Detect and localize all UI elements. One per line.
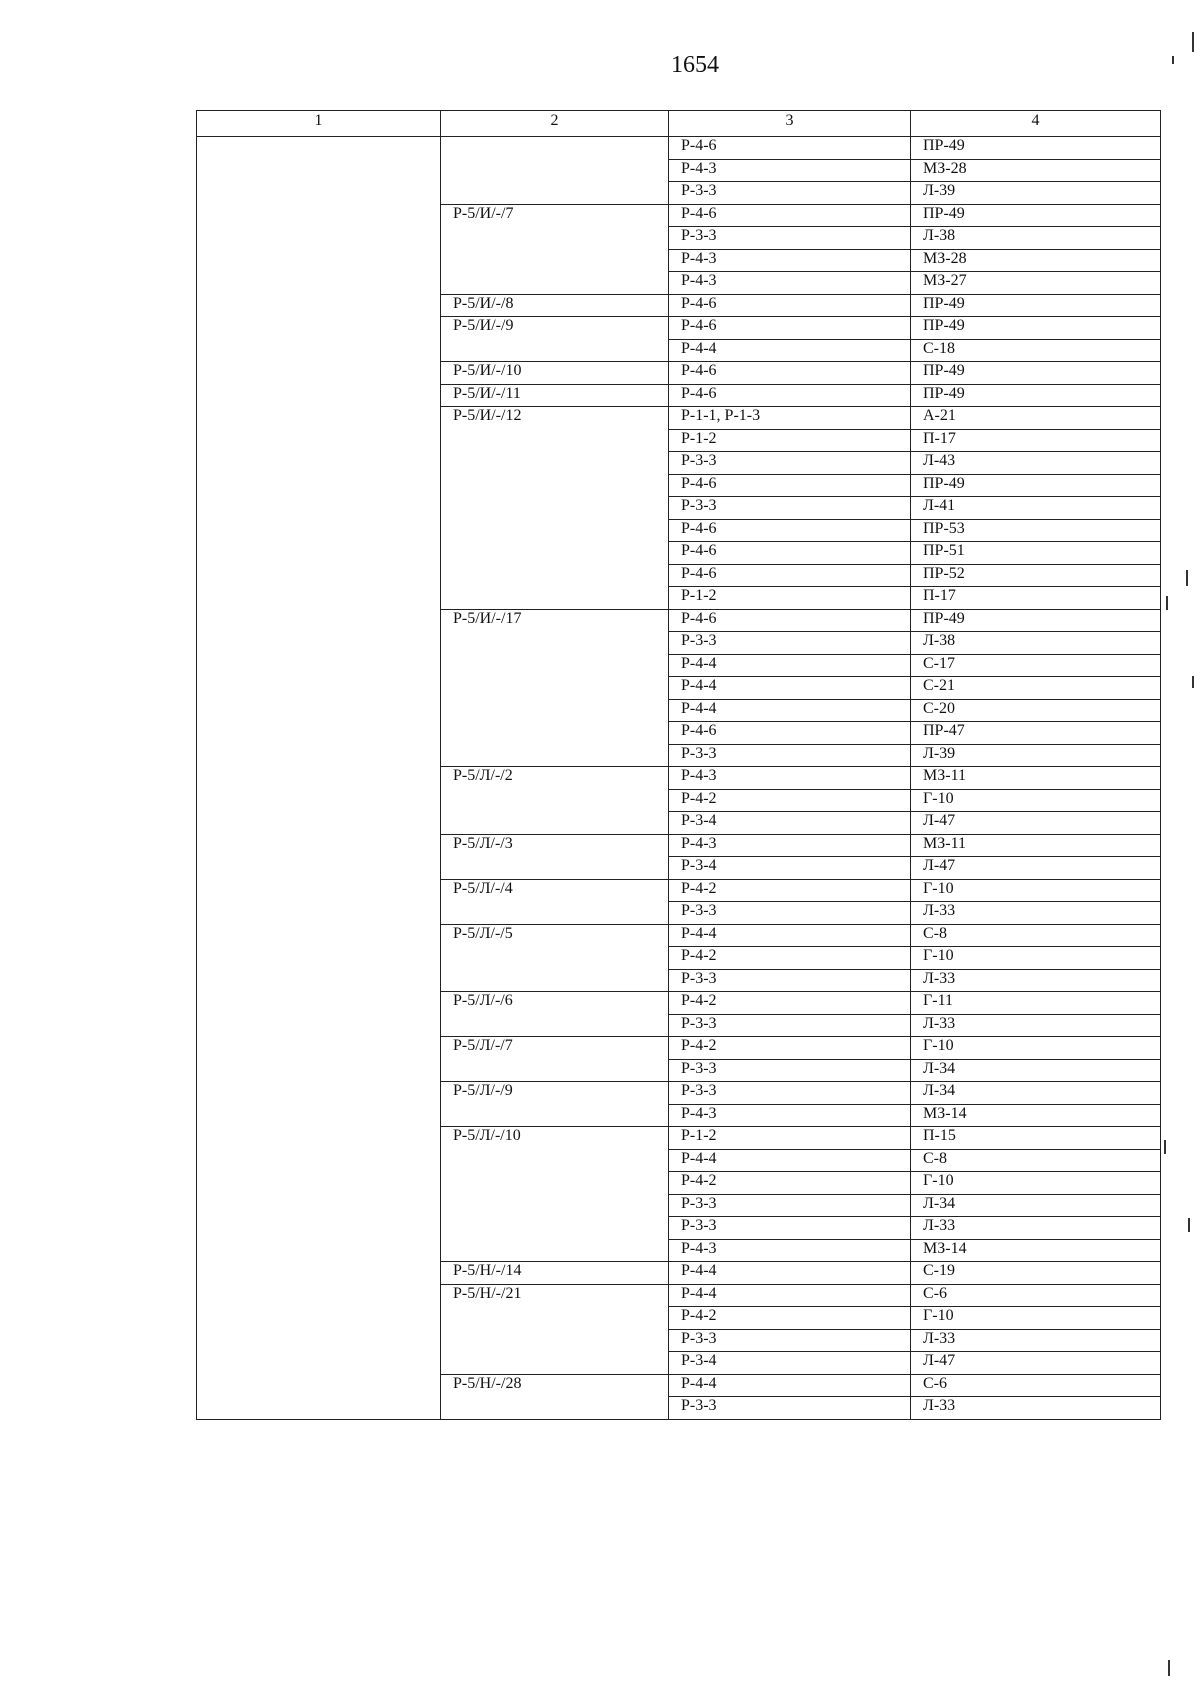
- target-code-cell: С-6: [911, 1284, 1161, 1307]
- target-code-cell: Г-10: [911, 947, 1161, 970]
- reference-code-cell: Р-4-3: [669, 159, 911, 182]
- reference-code-cell: Р-4-4: [669, 699, 911, 722]
- reference-code-cell: Р-3-3: [669, 632, 911, 655]
- reference-code-cell: Р-4-4: [669, 677, 911, 700]
- table-body: [197, 137, 1161, 1420]
- scan-mark: [1172, 56, 1174, 64]
- reference-code-cell: Р-3-3: [669, 969, 911, 992]
- target-code-cell: Г-10: [911, 1037, 1161, 1060]
- target-code-cell: МЗ-14: [911, 1104, 1161, 1127]
- table-row: [197, 137, 1161, 160]
- reference-code-cell: Р-4-3: [669, 249, 911, 272]
- reference-code-cell: Р-3-3: [669, 744, 911, 767]
- reference-code-cell: Р-1-2: [669, 429, 911, 452]
- section-code-cell: Р-5/И/-/17: [441, 609, 669, 767]
- reference-code-cell: Р-3-3: [669, 182, 911, 205]
- target-code-cell: С-6: [911, 1374, 1161, 1397]
- reference-code-cell: Р-3-4: [669, 812, 911, 835]
- reference-code-cell: Р-3-3: [669, 1014, 911, 1037]
- reference-code-cell: Р-4-6: [669, 384, 911, 407]
- reference-code-cell: Р-4-6: [669, 317, 911, 340]
- reference-code-cell: Р-3-3: [669, 1082, 911, 1105]
- target-code-cell: ПР-49: [911, 474, 1161, 497]
- reference-code-cell: Р-3-4: [669, 1352, 911, 1375]
- reference-code-cell: Р-4-3: [669, 272, 911, 295]
- target-code-cell: Л-33: [911, 1014, 1161, 1037]
- column-header-1: 1: [197, 111, 441, 137]
- reference-code-cell: Р-1-1, Р-1-3: [669, 407, 911, 430]
- reference-code-cell: Р-3-3: [669, 227, 911, 250]
- target-code-cell: С-20: [911, 699, 1161, 722]
- section-code-cell: Р-5/И/-/11: [441, 384, 669, 407]
- reference-code-cell: Р-4-3: [669, 1239, 911, 1262]
- reference-code-cell: Р-3-3: [669, 902, 911, 925]
- section-code-cell: Р-5/Л/-/7: [441, 1037, 669, 1082]
- section-code-cell: Р-5/Л/-/10: [441, 1127, 669, 1262]
- target-code-cell: Л-34: [911, 1194, 1161, 1217]
- section-code-cell: Р-5/И/-/7: [441, 204, 669, 294]
- target-code-cell: МЗ-11: [911, 767, 1161, 790]
- section-code-cell: Р-5/Л/-/9: [441, 1082, 669, 1127]
- table-header: [197, 111, 1161, 137]
- reference-code-cell: Р-4-4: [669, 1284, 911, 1307]
- target-code-cell: С-21: [911, 677, 1161, 700]
- section-code-cell: Р-5/Н/-/28: [441, 1374, 669, 1419]
- reference-code-cell: Р-4-3: [669, 1104, 911, 1127]
- target-code-cell: Л-33: [911, 1217, 1161, 1240]
- target-code-cell: Г-10: [911, 1172, 1161, 1195]
- target-code-cell: Л-47: [911, 1352, 1161, 1375]
- target-code-cell: ПР-49: [911, 317, 1161, 340]
- target-code-cell: Л-33: [911, 1329, 1161, 1352]
- target-code-cell: ПР-49: [911, 609, 1161, 632]
- reference-code-cell: Р-4-4: [669, 1374, 911, 1397]
- column-header-3: 3: [669, 111, 911, 137]
- reference-code-cell: Р-3-3: [669, 1397, 911, 1420]
- reference-code-cell: Р-3-3: [669, 1217, 911, 1240]
- reference-code-cell: Р-4-4: [669, 924, 911, 947]
- target-code-cell: Л-41: [911, 497, 1161, 520]
- header-row: [197, 111, 1161, 137]
- reference-code-cell: Р-4-2: [669, 879, 911, 902]
- target-code-cell: МЗ-28: [911, 159, 1161, 182]
- reference-code-cell: Р-4-2: [669, 789, 911, 812]
- reference-code-cell: Р-4-3: [669, 767, 911, 790]
- target-code-cell: А-21: [911, 407, 1161, 430]
- target-code-cell: Л-47: [911, 812, 1161, 835]
- reference-code-cell: Р-3-4: [669, 857, 911, 880]
- target-code-cell: Л-34: [911, 1059, 1161, 1082]
- scan-mark: [1192, 32, 1194, 52]
- target-code-cell: МЗ-28: [911, 249, 1161, 272]
- target-code-cell: ПР-47: [911, 722, 1161, 745]
- target-code-cell: Л-38: [911, 227, 1161, 250]
- target-code-cell: Г-11: [911, 992, 1161, 1015]
- target-code-cell: ПР-53: [911, 519, 1161, 542]
- target-code-cell: ПР-52: [911, 564, 1161, 587]
- scan-mark: [1166, 596, 1168, 610]
- target-code-cell: Г-10: [911, 789, 1161, 812]
- target-code-cell: ПР-49: [911, 204, 1161, 227]
- section-code-cell: Р-5/И/-/10: [441, 362, 669, 385]
- target-code-cell: П-15: [911, 1127, 1161, 1150]
- reference-code-cell: Р-4-2: [669, 1307, 911, 1330]
- target-code-cell: С-17: [911, 654, 1161, 677]
- target-code-cell: ПР-49: [911, 137, 1161, 160]
- target-code-cell: Л-38: [911, 632, 1161, 655]
- section-code-cell: Р-5/Л/-/5: [441, 924, 669, 992]
- reference-code-cell: Р-4-4: [669, 339, 911, 362]
- reference-code-cell: Р-4-6: [669, 609, 911, 632]
- target-code-cell: Л-34: [911, 1082, 1161, 1105]
- target-code-cell: ПР-49: [911, 294, 1161, 317]
- target-code-cell: Л-39: [911, 182, 1161, 205]
- reference-code-cell: Р-3-3: [669, 1329, 911, 1352]
- section-code-cell: Р-5/Н/-/21: [441, 1284, 669, 1374]
- section-code-cell: Р-5/Л/-/3: [441, 834, 669, 879]
- scan-mark: [1186, 570, 1188, 586]
- target-code-cell: МЗ-11: [911, 834, 1161, 857]
- reference-code-cell: Р-4-6: [669, 294, 911, 317]
- reference-code-cell: Р-4-6: [669, 474, 911, 497]
- reference-code-cell: Р-1-2: [669, 587, 911, 610]
- target-code-cell: С-8: [911, 924, 1161, 947]
- reference-code-cell: Р-4-3: [669, 834, 911, 857]
- section-code-cell: Р-5/Л/-/4: [441, 879, 669, 924]
- scan-mark: [1164, 1140, 1166, 1154]
- reference-code-cell: Р-4-6: [669, 722, 911, 745]
- section-code-cell: Р-5/И/-/12: [441, 407, 669, 610]
- target-code-cell: Л-47: [911, 857, 1161, 880]
- target-code-cell: Л-39: [911, 744, 1161, 767]
- target-code-cell: С-19: [911, 1262, 1161, 1285]
- target-code-cell: Л-43: [911, 452, 1161, 475]
- target-code-cell: С-8: [911, 1149, 1161, 1172]
- target-code-cell: ПР-51: [911, 542, 1161, 565]
- reference-code-cell: Р-4-2: [669, 1037, 911, 1060]
- reference-code-cell: Р-4-2: [669, 1172, 911, 1195]
- reference-code-cell: Р-4-6: [669, 519, 911, 542]
- target-code-cell: Г-10: [911, 1307, 1161, 1330]
- target-code-cell: П-17: [911, 587, 1161, 610]
- page-number: 1654: [671, 52, 719, 78]
- target-code-cell: МЗ-14: [911, 1239, 1161, 1262]
- section-code-cell: Р-5/И/-/9: [441, 317, 669, 362]
- target-code-cell: ПР-49: [911, 384, 1161, 407]
- column-1-cell: [197, 137, 441, 1420]
- target-code-cell: Л-33: [911, 902, 1161, 925]
- reference-code-cell: Р-4-6: [669, 204, 911, 227]
- reference-code-cell: Р-4-6: [669, 542, 911, 565]
- target-code-cell: ПР-49: [911, 362, 1161, 385]
- reference-code-cell: Р-3-3: [669, 1059, 911, 1082]
- section-code-cell: Р-5/И/-/8: [441, 294, 669, 317]
- reference-code-cell: Р-4-2: [669, 947, 911, 970]
- scan-mark: [1168, 1660, 1170, 1676]
- section-code-cell: [441, 137, 669, 205]
- reference-code-cell: Р-4-2: [669, 992, 911, 1015]
- target-code-cell: МЗ-27: [911, 272, 1161, 295]
- reference-code-cell: Р-4-6: [669, 137, 911, 160]
- reference-code-cell: Р-4-4: [669, 1149, 911, 1172]
- reference-code-cell: Р-4-4: [669, 654, 911, 677]
- reference-code-cell: Р-3-3: [669, 452, 911, 475]
- column-header-2: 2: [441, 111, 669, 137]
- section-code-cell: Р-5/Н/-/14: [441, 1262, 669, 1285]
- scan-mark: [1188, 1218, 1190, 1232]
- target-code-cell: Л-33: [911, 969, 1161, 992]
- target-code-cell: С-18: [911, 339, 1161, 362]
- reference-code-cell: Р-4-6: [669, 362, 911, 385]
- reference-code-cell: Р-3-3: [669, 1194, 911, 1217]
- reference-code-cell: Р-4-6: [669, 564, 911, 587]
- section-code-cell: Р-5/Л/-/2: [441, 767, 669, 835]
- target-code-cell: Г-10: [911, 879, 1161, 902]
- scan-mark: [1192, 676, 1194, 688]
- target-code-cell: П-17: [911, 429, 1161, 452]
- target-code-cell: Л-33: [911, 1397, 1161, 1420]
- document-table: [196, 110, 1161, 1420]
- reference-code-cell: Р-3-3: [669, 497, 911, 520]
- section-code-cell: Р-5/Л/-/6: [441, 992, 669, 1037]
- reference-code-cell: Р-4-4: [669, 1262, 911, 1285]
- column-header-4: 4: [911, 111, 1161, 137]
- reference-code-cell: Р-1-2: [669, 1127, 911, 1150]
